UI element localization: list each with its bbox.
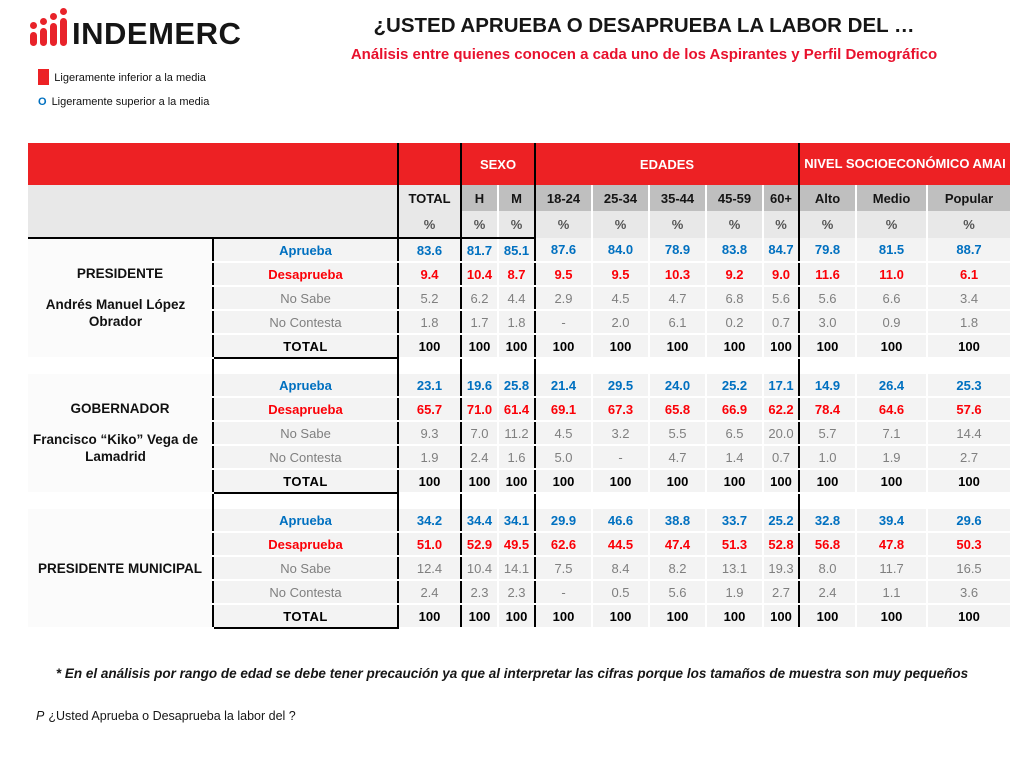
value-cell: 9.0 bbox=[763, 262, 799, 286]
separator-cell bbox=[498, 493, 535, 509]
value-cell: 16.5 bbox=[927, 556, 1010, 580]
row-label: Desaprueba bbox=[213, 397, 398, 421]
value-cell: 1.7 bbox=[461, 310, 498, 334]
value-cell: 3.0 bbox=[799, 310, 856, 334]
logo-text: INDEMERC bbox=[72, 16, 242, 52]
value-cell: 11.7 bbox=[856, 556, 927, 580]
section-label-cell bbox=[28, 509, 213, 628]
percent-cell: % bbox=[461, 211, 498, 238]
percent-cell: % bbox=[535, 211, 592, 238]
value-cell: 1.8 bbox=[498, 310, 535, 334]
col-header: M bbox=[498, 185, 535, 211]
value-cell: 11.6 bbox=[799, 262, 856, 286]
row-label: Aprueba bbox=[213, 509, 398, 532]
row-label: Desaprueba bbox=[213, 262, 398, 286]
value-cell: 100 bbox=[649, 469, 706, 493]
separator-cell bbox=[649, 493, 706, 509]
value-cell: 51.3 bbox=[706, 532, 763, 556]
total-row-label: TOTAL bbox=[213, 469, 398, 493]
value-cell: 2.3 bbox=[461, 580, 498, 604]
person-name: Andrés Manuel López Obrador bbox=[45, 296, 186, 329]
value-cell: 26.4 bbox=[856, 374, 927, 397]
value-cell: 6.2 bbox=[461, 286, 498, 310]
value-cell: 0.9 bbox=[856, 310, 927, 334]
separator-row bbox=[28, 358, 1010, 374]
value-cell: 65.8 bbox=[649, 397, 706, 421]
value-cell: 7.1 bbox=[856, 421, 927, 445]
value-cell: 1.9 bbox=[706, 580, 763, 604]
value-cell: 100 bbox=[856, 604, 927, 628]
value-cell: 1.0 bbox=[799, 445, 856, 469]
value-cell: 6.5 bbox=[706, 421, 763, 445]
value-cell: 67.3 bbox=[592, 397, 649, 421]
legend-item-superior bbox=[38, 96, 209, 108]
value-cell: 100 bbox=[927, 469, 1010, 493]
value-cell: 20.0 bbox=[763, 421, 799, 445]
value-cell: 6.1 bbox=[649, 310, 706, 334]
value-cell: 100 bbox=[799, 469, 856, 493]
value-cell: 100 bbox=[398, 334, 461, 358]
col-header: Alto bbox=[799, 185, 856, 211]
value-cell: 100 bbox=[461, 334, 498, 358]
percent-cell: % bbox=[799, 211, 856, 238]
value-cell: 9.5 bbox=[592, 262, 649, 286]
value-cell: 100 bbox=[592, 469, 649, 493]
separator-cell bbox=[706, 358, 763, 374]
value-cell: 5.2 bbox=[398, 286, 461, 310]
separator-cell bbox=[213, 493, 398, 509]
value-cell: 47.4 bbox=[649, 532, 706, 556]
group-header-row bbox=[28, 143, 1010, 185]
value-cell: 65.7 bbox=[398, 397, 461, 421]
value-cell: 9.3 bbox=[398, 421, 461, 445]
value-cell: 9.4 bbox=[398, 262, 461, 286]
value-cell: 62.6 bbox=[535, 532, 592, 556]
value-cell: 100 bbox=[398, 604, 461, 628]
col-header: Popular bbox=[927, 185, 1010, 211]
value-cell: 85.1 bbox=[498, 238, 535, 262]
value-cell: 52.9 bbox=[461, 532, 498, 556]
legend-label: Ligeramente inferior a la media bbox=[54, 72, 206, 84]
value-cell: 100 bbox=[535, 334, 592, 358]
separator-cell bbox=[213, 358, 398, 374]
value-cell: 100 bbox=[461, 469, 498, 493]
question-prefix: P bbox=[36, 709, 45, 723]
legend-item-inferior bbox=[38, 69, 209, 85]
value-cell: 100 bbox=[927, 334, 1010, 358]
value-cell: 8.0 bbox=[799, 556, 856, 580]
percent-cell: % bbox=[592, 211, 649, 238]
value-cell: 84.0 bbox=[592, 238, 649, 262]
value-cell: 100 bbox=[856, 469, 927, 493]
column-header-row bbox=[28, 185, 1010, 211]
value-cell: 79.8 bbox=[799, 238, 856, 262]
value-cell: 8.2 bbox=[649, 556, 706, 580]
value-cell: 10.4 bbox=[461, 262, 498, 286]
value-cell: 52.8 bbox=[763, 532, 799, 556]
value-cell: 4.7 bbox=[649, 286, 706, 310]
col-header: TOTAL bbox=[398, 185, 461, 211]
separator-row bbox=[28, 493, 1010, 509]
value-cell: 3.4 bbox=[927, 286, 1010, 310]
separator-cell bbox=[856, 358, 927, 374]
value-cell: 6.1 bbox=[927, 262, 1010, 286]
value-cell: 17.1 bbox=[763, 374, 799, 397]
value-cell: 1.9 bbox=[856, 445, 927, 469]
value-cell: 1.9 bbox=[398, 445, 461, 469]
value-cell: 100 bbox=[763, 469, 799, 493]
value-cell: 100 bbox=[706, 469, 763, 493]
data-row bbox=[28, 374, 1010, 397]
value-cell: 6.6 bbox=[856, 286, 927, 310]
value-cell: 69.1 bbox=[535, 397, 592, 421]
row-label: Aprueba bbox=[213, 238, 398, 262]
value-cell: 100 bbox=[461, 604, 498, 628]
value-cell: 25.2 bbox=[763, 509, 799, 532]
value-cell: 39.4 bbox=[856, 509, 927, 532]
separator-cell bbox=[927, 493, 1010, 509]
separator-cell bbox=[28, 493, 213, 509]
question-text: ¿Usted Aprueba o Desaprueba la labor del ? bbox=[48, 709, 296, 723]
value-cell: 1.4 bbox=[706, 445, 763, 469]
row-label: No Contesta bbox=[213, 445, 398, 469]
band-blank bbox=[28, 143, 398, 185]
below-average-marker-icon: O bbox=[38, 69, 50, 85]
value-cell: 11.2 bbox=[498, 421, 535, 445]
group-header-nivel: NIVEL SOCIOECONÓMICO AMAI bbox=[799, 143, 1010, 185]
office-label: PRESIDENTE MUNICIPAL bbox=[37, 560, 202, 576]
value-cell: 100 bbox=[498, 469, 535, 493]
value-cell: 88.7 bbox=[927, 238, 1010, 262]
row-label: No Sabe bbox=[213, 556, 398, 580]
value-cell: 66.9 bbox=[706, 397, 763, 421]
value-cell: 100 bbox=[799, 334, 856, 358]
value-cell: 29.6 bbox=[927, 509, 1010, 532]
value-cell: 12.4 bbox=[398, 556, 461, 580]
value-cell: - bbox=[535, 580, 592, 604]
value-cell: 10.3 bbox=[649, 262, 706, 286]
question-line bbox=[36, 709, 296, 723]
value-cell: 100 bbox=[535, 469, 592, 493]
value-cell: 1.1 bbox=[856, 580, 927, 604]
value-cell: 14.4 bbox=[927, 421, 1010, 445]
value-cell: 2.4 bbox=[461, 445, 498, 469]
title-block bbox=[270, 14, 1018, 63]
value-cell: 25.8 bbox=[498, 374, 535, 397]
value-cell: 100 bbox=[498, 604, 535, 628]
value-cell: 100 bbox=[592, 334, 649, 358]
value-cell: 100 bbox=[398, 469, 461, 493]
value-cell: 3.6 bbox=[927, 580, 1010, 604]
row-label: No Sabe bbox=[213, 421, 398, 445]
value-cell: 3.2 bbox=[592, 421, 649, 445]
value-cell: 49.5 bbox=[498, 532, 535, 556]
band-blank-total bbox=[398, 143, 461, 185]
value-cell: 100 bbox=[592, 604, 649, 628]
separator-cell bbox=[461, 358, 498, 374]
col-header: 18-24 bbox=[535, 185, 592, 211]
col-header: 25-34 bbox=[592, 185, 649, 211]
logo-bar-icon bbox=[40, 28, 47, 46]
percent-cell: % bbox=[927, 211, 1010, 238]
value-cell: 100 bbox=[498, 334, 535, 358]
page-subtitle: Análisis entre quienes conocen a cada uno de los Aspirantes y Perfil Demográfico bbox=[350, 46, 938, 63]
value-cell: 83.6 bbox=[398, 238, 461, 262]
logo-bar-icon bbox=[50, 23, 57, 46]
separator-cell bbox=[498, 358, 535, 374]
value-cell: 81.5 bbox=[856, 238, 927, 262]
percent-cell: % bbox=[498, 211, 535, 238]
value-cell: 4.5 bbox=[592, 286, 649, 310]
value-cell: 2.4 bbox=[799, 580, 856, 604]
value-cell: 1.6 bbox=[498, 445, 535, 469]
value-cell: 2.9 bbox=[535, 286, 592, 310]
value-cell: 83.8 bbox=[706, 238, 763, 262]
value-cell: 5.6 bbox=[799, 286, 856, 310]
value-cell: 0.7 bbox=[763, 310, 799, 334]
value-cell: 13.1 bbox=[706, 556, 763, 580]
value-cell: 100 bbox=[763, 334, 799, 358]
separator-cell bbox=[856, 493, 927, 509]
value-cell: 100 bbox=[649, 334, 706, 358]
value-cell: 64.6 bbox=[856, 397, 927, 421]
row-label: No Sabe bbox=[213, 286, 398, 310]
value-cell: 100 bbox=[706, 334, 763, 358]
value-cell: 21.4 bbox=[535, 374, 592, 397]
section-label-cell bbox=[28, 374, 213, 493]
row-label: Aprueba bbox=[213, 374, 398, 397]
value-cell: 100 bbox=[649, 604, 706, 628]
row-label: Desaprueba bbox=[213, 532, 398, 556]
value-cell: 34.1 bbox=[498, 509, 535, 532]
group-header-sexo: SEXO bbox=[461, 143, 535, 185]
separator-cell bbox=[535, 493, 592, 509]
separator-cell bbox=[763, 358, 799, 374]
section-label-cell bbox=[28, 238, 213, 358]
value-cell: - bbox=[592, 445, 649, 469]
separator-cell bbox=[398, 493, 461, 509]
value-cell: 57.6 bbox=[927, 397, 1010, 421]
value-cell: 78.9 bbox=[649, 238, 706, 262]
logo-bars-icon bbox=[30, 18, 67, 48]
value-cell: 2.4 bbox=[398, 580, 461, 604]
value-cell: 19.6 bbox=[461, 374, 498, 397]
separator-cell bbox=[927, 358, 1010, 374]
value-cell: 100 bbox=[856, 334, 927, 358]
value-cell: 1.8 bbox=[398, 310, 461, 334]
total-row-label: TOTAL bbox=[213, 334, 398, 358]
group-header-edades: EDADES bbox=[535, 143, 799, 185]
value-cell: 2.7 bbox=[763, 580, 799, 604]
value-cell: 50.3 bbox=[927, 532, 1010, 556]
percent-cell: % bbox=[649, 211, 706, 238]
person-name: Francisco “Kiko” Vega de Lamadrid bbox=[32, 431, 199, 464]
value-cell: 34.2 bbox=[398, 509, 461, 532]
value-cell: 56.8 bbox=[799, 532, 856, 556]
value-cell: 62.2 bbox=[763, 397, 799, 421]
col-header: Medio bbox=[856, 185, 927, 211]
value-cell: 84.7 bbox=[763, 238, 799, 262]
separator-cell bbox=[799, 358, 856, 374]
value-cell: 9.2 bbox=[706, 262, 763, 286]
indemerc-logo bbox=[30, 16, 242, 52]
value-cell: 25.3 bbox=[927, 374, 1010, 397]
legend-label: Ligeramente superior a la media bbox=[51, 96, 210, 108]
value-cell: 100 bbox=[799, 604, 856, 628]
value-cell: 100 bbox=[535, 604, 592, 628]
value-cell: 11.0 bbox=[856, 262, 927, 286]
logo-bar-icon bbox=[60, 18, 67, 46]
col-header: 60+ bbox=[763, 185, 799, 211]
value-cell: 4.7 bbox=[649, 445, 706, 469]
percent-cell: % bbox=[856, 211, 927, 238]
value-cell: 19.3 bbox=[763, 556, 799, 580]
separator-cell bbox=[649, 358, 706, 374]
data-row bbox=[28, 509, 1010, 532]
footnote: * En el análisis por rango de edad se debe tener precaución ya que al interpretar las cifras porque los tamaños de muestra son muy pequeños bbox=[55, 666, 969, 681]
separator-cell bbox=[28, 358, 213, 374]
percent-cell: % bbox=[398, 211, 461, 238]
value-cell: 100 bbox=[706, 604, 763, 628]
value-cell: 78.4 bbox=[799, 397, 856, 421]
row-label: No Contesta bbox=[213, 580, 398, 604]
value-cell: 81.7 bbox=[461, 238, 498, 262]
value-cell: 47.8 bbox=[856, 532, 927, 556]
separator-cell bbox=[799, 493, 856, 509]
separator-cell bbox=[461, 493, 498, 509]
separator-cell bbox=[592, 358, 649, 374]
value-cell: 5.6 bbox=[763, 286, 799, 310]
value-cell: 5.0 bbox=[535, 445, 592, 469]
value-cell: 9.5 bbox=[535, 262, 592, 286]
value-cell: 2.0 bbox=[592, 310, 649, 334]
separator-cell bbox=[592, 493, 649, 509]
value-cell: 8.7 bbox=[498, 262, 535, 286]
above-average-marker-icon: O bbox=[38, 96, 47, 108]
value-cell: 5.5 bbox=[649, 421, 706, 445]
percent-blank bbox=[28, 211, 398, 238]
separator-cell bbox=[763, 493, 799, 509]
value-cell: 5.6 bbox=[649, 580, 706, 604]
value-cell: 29.9 bbox=[535, 509, 592, 532]
value-cell: 51.0 bbox=[398, 532, 461, 556]
percent-row bbox=[28, 211, 1010, 238]
value-cell: 34.4 bbox=[461, 509, 498, 532]
value-cell: 8.4 bbox=[592, 556, 649, 580]
separator-cell bbox=[398, 358, 461, 374]
separator-cell bbox=[706, 493, 763, 509]
value-cell: 5.7 bbox=[799, 421, 856, 445]
row-label: No Contesta bbox=[213, 310, 398, 334]
results-table bbox=[28, 143, 1010, 629]
value-cell: 61.4 bbox=[498, 397, 535, 421]
separator-cell bbox=[535, 358, 592, 374]
col-header: H bbox=[461, 185, 498, 211]
value-cell: - bbox=[535, 310, 592, 334]
logo-bar-icon bbox=[30, 32, 37, 46]
value-cell: 2.7 bbox=[927, 445, 1010, 469]
value-cell: 32.8 bbox=[799, 509, 856, 532]
col-header: 45-59 bbox=[706, 185, 763, 211]
office-label: PRESIDENTE bbox=[76, 265, 164, 281]
total-row-label: TOTAL bbox=[213, 604, 398, 628]
office-label: GOBERNADOR bbox=[70, 400, 170, 416]
value-cell: 4.5 bbox=[535, 421, 592, 445]
value-cell: 14.1 bbox=[498, 556, 535, 580]
value-cell: 2.3 bbox=[498, 580, 535, 604]
value-cell: 46.6 bbox=[592, 509, 649, 532]
value-cell: 4.4 bbox=[498, 286, 535, 310]
value-cell: 25.2 bbox=[706, 374, 763, 397]
header-blank bbox=[28, 185, 398, 211]
value-cell: 100 bbox=[763, 604, 799, 628]
page-title: ¿USTED APRUEBA O DESAPRUEBA LA LABOR DEL … bbox=[373, 14, 915, 37]
percent-cell: % bbox=[706, 211, 763, 238]
value-cell: 7.5 bbox=[535, 556, 592, 580]
percent-cell: % bbox=[763, 211, 799, 238]
value-cell: 0.7 bbox=[763, 445, 799, 469]
value-cell: 0.5 bbox=[592, 580, 649, 604]
value-cell: 7.0 bbox=[461, 421, 498, 445]
value-cell: 6.8 bbox=[706, 286, 763, 310]
value-cell: 87.6 bbox=[535, 238, 592, 262]
value-cell: 33.7 bbox=[706, 509, 763, 532]
value-cell: 14.9 bbox=[799, 374, 856, 397]
value-cell: 100 bbox=[927, 604, 1010, 628]
col-header: 35-44 bbox=[649, 185, 706, 211]
value-cell: 23.1 bbox=[398, 374, 461, 397]
value-cell: 0.2 bbox=[706, 310, 763, 334]
legend bbox=[38, 69, 209, 119]
value-cell: 10.4 bbox=[461, 556, 498, 580]
value-cell: 44.5 bbox=[592, 532, 649, 556]
value-cell: 71.0 bbox=[461, 397, 498, 421]
value-cell: 29.5 bbox=[592, 374, 649, 397]
value-cell: 1.8 bbox=[927, 310, 1010, 334]
data-row bbox=[28, 238, 1010, 262]
value-cell: 38.8 bbox=[649, 509, 706, 532]
value-cell: 24.0 bbox=[649, 374, 706, 397]
